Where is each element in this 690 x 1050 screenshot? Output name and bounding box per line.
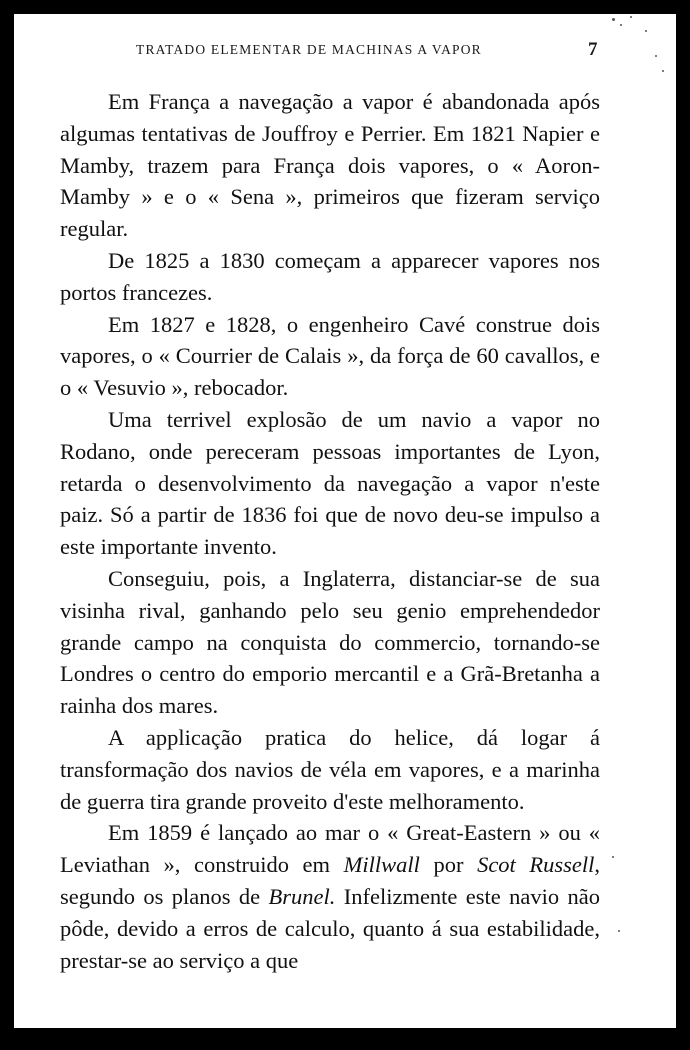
paragraph-rodano-explosion: Uma terrivel explosão de um navio a vapor no Rodano, onde pereceram pessoas importantes de Lyon, retarda o desenvolvimento da navegação a vapor n'este paiz. Só a partir de 1836 foi que de novo deu-se impulso a este importante invento.: [60, 406, 600, 560]
scan-speck: [612, 856, 614, 858]
scan-speck: [662, 70, 664, 72]
italic-scot-russell: Scot Russell: [477, 852, 595, 878]
page-header: [60, 39, 620, 66]
paragraph-helice: A applicação pratica do helice, dá logar á transformação dos navios de véla em vapores, e a marinha de guerra tira grande proveito d'este melhoramento.: [60, 724, 600, 814]
paragraph-cave: Em 1827 e 1828, o engenheiro Cavé construe dois vapores, o « Courrier de Calais », da força de 60 cavallos, e o « Vesuvio », rebocador.: [60, 311, 600, 401]
italic-millwall: Millwall: [343, 852, 420, 878]
scan-speck: [645, 30, 647, 32]
paragraph-france-navigation: Em França a navegação a vapor é abandonada após algumas tentativas de Jouffroy e Perrier. Em 1821 Napier e Mamby, trazem para França dois vapores, o « Aoron-Mamby » e o « Sena », primeiros que fizeram serviço regular.: [60, 89, 600, 242]
scan-speck: [655, 55, 657, 57]
italic-brunel: Brunel.: [268, 883, 336, 909]
running-head: TRATADO ELEMENTAR DE MACHINAS A VAPOR: [136, 42, 482, 57]
paragraph-great-eastern: Em 1859 é lançado ao mar o « Great-Eastern » ou « Leviathan », construido em Millwall por Scot Russell, segundo os planos de Brunel. Infelizmente este navio não pôde, devido a erros de calculo, quanto á sua estabilidade, prestar-se ao serviço a que: [60, 820, 601, 973]
scan-speck: [630, 16, 632, 18]
body-text: [60, 86, 600, 976]
paragraph-inglaterra: Conseguiu, pois, a Inglaterra, distanciar-se de sua visinha rival, ganhando pelo seu genio emprehendedor grande campo na conquista do commercio, tornando-se Londres o centro do emporio mercantil e a Grã-Bretanha a rainha dos mares.: [60, 565, 600, 719]
page-number: 7: [588, 39, 599, 60]
scan-speck: [612, 18, 615, 21]
paragraph-1825-1830: De 1825 a 1830 começam a apparecer vapores nos portos francezes.: [60, 247, 600, 305]
scan-speck: [620, 24, 622, 26]
scan-speck: [618, 930, 620, 932]
